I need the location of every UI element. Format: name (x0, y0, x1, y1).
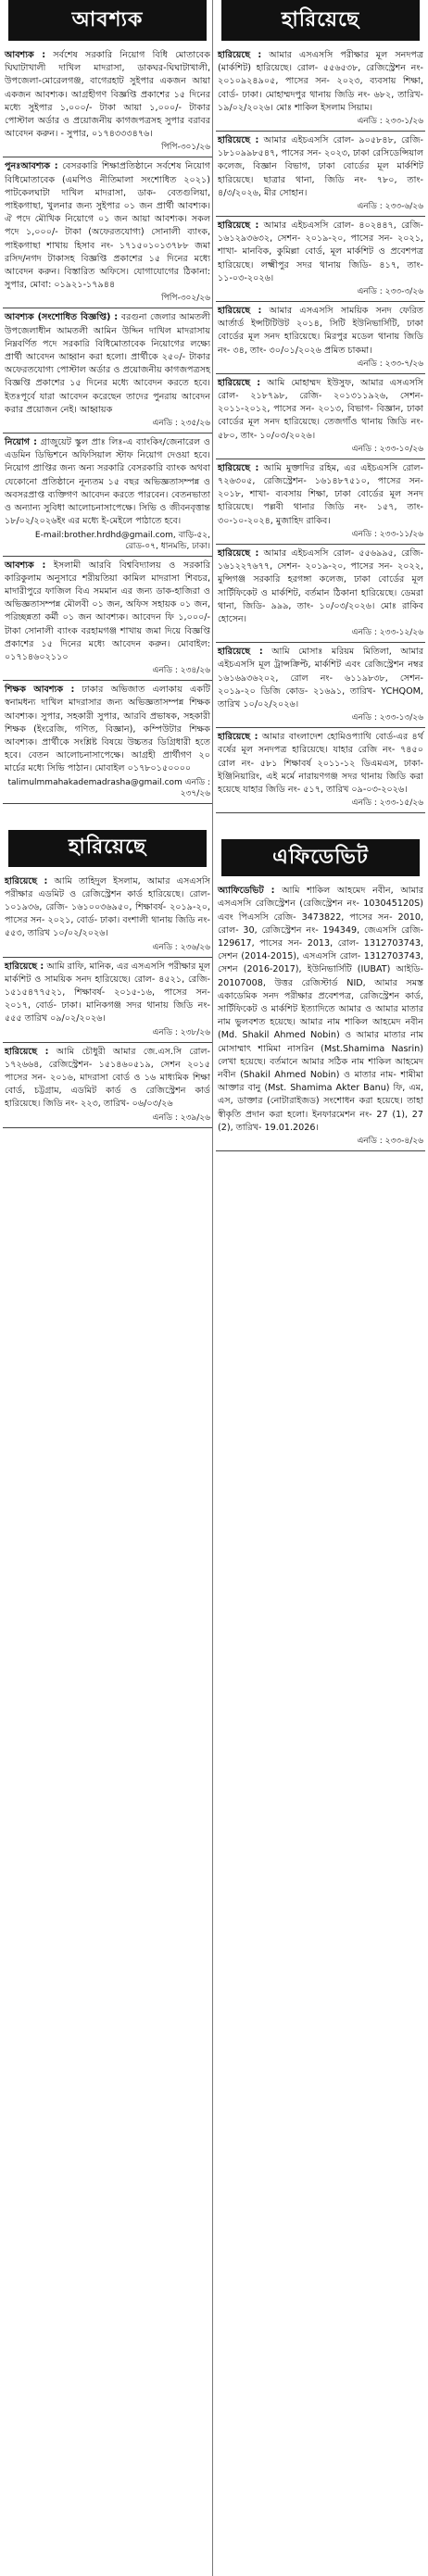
ad-body: আমার এইচএসসি রোল- ৯০৫৮৪৮, রেজি- ১৮১০৯৯৮৫৪৭, পাসের সন- ২০২৩, ঢাকা রেসিডেন্সিয়াল কলেজ, বিজ্ঞান বিভাগ, ঢাকা বোর্ডের মূল মার্কশিট হারিয়েছে। ছাত্রার থানা, জিডি নং- ৭৮০, তাং- ৪/৩/২০২৬, মীর সোহান। (218, 135, 423, 198)
ad-body: আমি তাহিদুল ইসলাম, আমার এসএসসি পরীক্ষার এডমিট ও রেজিস্ট্রেশন কার্ড হারিয়েছে। রোল- ১০১৯৩৬, রেজি- ১৬১০০৩৬৯৫০, শিক্ষাবর্ষ- ২০১৯-২০, পাসের সন- ২০২১, বোর্ড- ঢাকা। বংশালী থানায় জিডি নং- ৫৫৩, তারিখ ১০/০২/২০২৬। (5, 875, 210, 939)
lost-ad-item (216, 217, 425, 302)
ad-head: হারিয়েছে : (218, 306, 262, 317)
ad-head: আবশ্যক : (5, 559, 46, 571)
left-column (3, 0, 212, 1128)
ad-body: আমি চৌধুরী আমার জে.এস.সি রোল- ১৭২৬৬৪, রেজিস্ট্রেশন- ১৫১৪৬০৫১৯, সেশন ২০১৫ পাসের সন- ২০১৬, মাদরাসা বোর্ড ও ১৬ মাধ্যমিক শিক্ষা বোর্ড, চট্টগ্রাম, এডমিট কার্ড ও রেজিস্ট্রেশন কার্ড হারিয়েছে। জিডি নং- ২২৩, তারিখ- ০৬/০৩/২৬ (5, 1046, 210, 1110)
ad-body: আমি মুক্তাদির রহিম, এর এইচএসসি রোল- ৭২৬৩০৫, রেজিস্ট্রেশন- ১৬১৪৮৭৫১০, পাসের সন- ২০১৮, শাখা- ব্যবসায় শিক্ষা, ঢাকা বোর্ডের মূল সনদ হারিয়েছে। পল্লবী থানার জিডি নং- ১৫৭, তাং- ৩০-১০-২০২৪, মুজাহিদ রাকিব। (218, 462, 424, 526)
wanted-banner: আবশ্যক (8, 0, 207, 41)
ad-ref: এনডি : ২৩৩-৩/২৬ (357, 287, 423, 297)
ad-head: নিয়োগ : (5, 437, 37, 448)
ad-ref: এনডি : ২৩৪/২৬ (152, 666, 210, 676)
ad-body: সর্বশেষ সরকারি নিয়োগ বিধি মোতাবেক ঘিঘাটাখালী দাখিল মাদরাসা, ডাকঘর-ঘিঘাটাখালী, উপজেলা-মোরেলগঞ্জ, বাগেরহাট সুইপার একজন আয়া একজন আবশ্যক। আগ্রহীগণ বিজ্ঞপ্তি প্রকাশের ১৫ দিনের মধ্যে সুইপার ১,০০০/- টাকা আয়া ১,০০০/- টাকার পোস্টাল অর্ডার ও প্রয়োজনীয় কাগজপত্রসহ সুপার বরাবর আবেদন করুন। - সুপার, ০১৭৪৩৩৩৪৭৬। (5, 50, 210, 140)
ad-body: আমি রাফি, মানিক, এর এসএসসি পরীক্ষার মূল মার্কশিট ও সাময়িক সনদ হারিয়েছে। রোল- ৪৫২১, রেজি- ১৫১৫৪৭৭৫২১, শিক্ষাবর্ষ- ২০১৫-১৬, পাসের সন- ২০১৭, বোর্ড- ঢাকা। মানিকগঞ্জ সদর থানায় জিডি নং- ৫৫৫ তারিখ ০৯/০২/২০২৬। (5, 961, 210, 1024)
ad-ref: পিপি-৩০২/২৬ (161, 294, 210, 304)
ad-ref: এনডি : ২৩৫/২৬ (152, 419, 210, 429)
lost-ad-item (3, 873, 212, 958)
ad-head: অ্যাফিডেভিট : (218, 886, 275, 897)
ad-body: আমার এসএসসি সাময়িক সনদ ফেরিত আর্তার্ড ইন্সটিটিউট ২০১৪, সিটি ইউনিভার্সিটি, ঢাকা বোর্ডের মূল সনদ হারিয়েছে। মিরপুর মডেল থানায় জিডি নং- ৩৪, তাং- ৩০/০১/২০২৬ প্রমিত চাকমা। (218, 306, 423, 356)
affidavit-banner: এফিডেভিট (221, 839, 420, 876)
ad-head: হারিয়েছে : (218, 732, 258, 743)
lost-banner: হারিয়েছে (8, 830, 207, 867)
ad-item (3, 46, 212, 157)
lost-ad-item (3, 1043, 212, 1128)
lost-ad-item (3, 958, 212, 1043)
lost-ad-item (216, 374, 425, 459)
ad-head: আবশ্যক : (5, 50, 46, 60)
ad-ref: এনডি : ২৩৩-১৫/২৬ (351, 798, 423, 809)
ad-head: পুনঃআবশ্যক : (5, 161, 58, 172)
ad-item (3, 434, 212, 556)
ad-ref: এনডি : ২৩৯/২৬ (152, 1112, 210, 1123)
lost-ad-item (216, 46, 425, 132)
right-column (216, 0, 425, 1151)
ad-body: ঢাকার অভিজাত এলাকায় একটি স্বনামধন্য দাখিল মাদরাসার জন্য অভিজ্ঞতাসম্পন্ন শিক্ষক আবশ্যক। সুপার, সহকারী সুপার, আরবি প্রভাষক, সহকারী শিক্ষক (ইংরেজি, গণিত, বিজ্ঞান), কম্পিউটার শিক্ষক আবশ্যক। প্রার্থীকে সংশ্লিষ্ট বিষয়ে উচ্চতর ডিগ্রিধারী হতে হবে। বেতন আলোচনাসাপেক্ষে। আগ্রহী প্রার্থীগণ ২০ মার্চের মধ্যে সিভি পাঠান। মোবাইল ০১৭৮০১৫০০০০ (5, 685, 210, 774)
ad-head: হারিয়েছে : (218, 135, 259, 146)
ad-head: হারিয়েছে : (5, 1046, 49, 1057)
affidavit-item (216, 882, 425, 1151)
ad-head: হারিয়েছে : (218, 647, 263, 658)
ad-ref: এনডি : ২৩৬/২৬ (152, 942, 210, 952)
ad-ref: এনডি : ২৩৩-৭/২৬ (357, 358, 423, 369)
ad-item (3, 157, 212, 308)
ad-ref: এনডি : ২৩৩-১০/২৬ (351, 444, 423, 454)
ad-body: আমি মোসাঃ মরিয়ম মিতিলা, আমার এইচএসসি মূল ট্রান্সক্রিপ্ট, মার্কশিট এবং রেজিস্ট্রেশন নম্বর ১৬১৬৯৩৬২০২, রোল নং- ৬১১৯৮৩৮, সেশন- ২০১৯-২০ ডিজি কোড- ২১৬৯১, তারিখ- YCHQOM, তারিখ ১০/০২/২০২৬। (218, 647, 423, 710)
lost-ad-item (216, 459, 425, 545)
ad-head: আবশ্যক (সংশোধিত বিজ্ঞপ্তি) : (5, 312, 119, 323)
ad-item (3, 681, 212, 803)
ad-ref: talimulmmahakademadrasha@gmail.com এনডি : ২৩৭/২৬ (7, 777, 210, 798)
lost-ad-item (216, 545, 425, 643)
ad-ref: এনডি : ২৩৩-১/২৬ (357, 117, 423, 127)
ad-body: আমার এইচএসসি রোল- ৪০২৪৪৭, রেজি- ১৬১২৯৩৬৩২, সেশন- ২০১৯-২০, পাসের সন- ২০২১, শাখা- মানবিক, কুমিল্লা বোর্ড, মূল মার্কশিট ও প্রবেশপত্র হারিয়েছে। লক্ষ্মীপুর সদর থানায় জিডি- ৪১৭, তাং- ১১-০৩-২০২৬। (218, 220, 423, 283)
ad-ref: E-mail:brother.hrdhd@gmail.com, বাড়ি-৫২, রোড-০৭, ধানমন্ডি, ঢাকা। (34, 530, 210, 551)
ad-body: বেসরকারি শিক্ষাপ্রতিষ্ঠানে সর্বশেষ নিয়োগ বিধিমোতাবেক (এমপিও নীতিমালা সংশোধিত ২০২১) পাটকেলঘাটা দাখিল মাদরাসা, ডাক- বেতগুলিয়া, পাইকগাছা, খুলনার জন্য সুইপার ০১ জন প্রার্থী আবশ্যক। ঐ পদে মৌখিক নিয়োগে ০১ জন আয়া আবশ্যক। সকল পদে ১,০০০/- টাকা (অফেরতযোগ্য) সোনালী ব্যাংক, পাইকগাছা শাখায় হিসাব নং- ১৭১৫০১০১৩৭৮৮ জমা রসিদ/নগদ টাকাসহ বিজ্ঞপ্তি প্রকাশের ১৫ দিনের মধ্যে আবেদন করুন। বিস্তারিত অফিসে। যোগাযোগের ঠিকানা: সুপার, মোবা: ০১৯২১-১৭৯৪৪ (5, 161, 210, 291)
ad-head: হারিয়েছে : (5, 961, 44, 972)
ad-ref: এনডি : ২৩৩-১১/২৬ (351, 529, 423, 539)
lost-ad-item (216, 132, 425, 217)
ad-item (3, 557, 212, 682)
ad-ref: এনডি : ২৩৩-১৩/২৬ (351, 713, 423, 723)
ad-body: আমি মোহাম্মদ ইউসুফ, আমার এসএসসি রোল- ২১৮৭৯৮, রেজি- ২০১৩১১৯২৬, সেশন- ২০১১-২০১২, পাসের সন- ২০১৩, বিভাগ- বিজ্ঞান, ঢাকা বোর্ডের মূল সনদ হারিয়েছে। তেজগাঁও থানায় জিডি নং- ৫৮০, তাং- ১০/০৩/২০২৬। (218, 377, 423, 441)
ad-ref: পিপি-৩০১/২৬ (161, 143, 210, 153)
lost-ad-item (216, 643, 425, 728)
ad-body: আমার এসএসসি পরীক্ষার মূল সনদপত্র (মার্কশিট) হারিয়েছে। রোল- ৫৫৬৫৩৮, রেজিস্ট্রেশন নং- ২০১০৯২৪৯০৫, পাসের সন- ২০২৩, ব্যবসায় শিক্ষা, বোর্ড- ঢাকা। মোহাম্মদপুর থানায় জিডি নং- ৬৮২, তারিখ- ১৯/০২/২০২৬। মোঃ শাকিল ইসলাম সিয়াম। (218, 50, 423, 113)
ad-item (3, 308, 212, 434)
ad-head: হারিয়েছে : (218, 547, 259, 559)
ad-ref: এনডি : ২৩৩-৪/২৬ (357, 1137, 423, 1146)
ad-head: হারিয়েছে : (218, 50, 262, 60)
ad-head: হারিয়েছে : (5, 875, 48, 886)
lost-ad-item (216, 728, 425, 813)
ad-head: হারিয়েছে : (218, 220, 259, 232)
ad-ref: এনডি : ২৩৩-৬/২৬ (357, 202, 423, 212)
ad-head: শিক্ষক আবশ্যক : (5, 685, 75, 696)
ad-ref: এনডি : ২৩৩-১২/২৬ (351, 628, 423, 638)
lost-banner: হারিয়েছে (221, 0, 420, 41)
lost-ad-item (216, 302, 425, 374)
ad-ref: এনডি : ২৩৮/২৬ (152, 1027, 210, 1037)
ad-body: আমার বাংলাদেশ হোমিওপ্যাথি বোর্ড-এর ৪র্থ বর্ষের মূল সনদপত্র হারিয়েছে। যাহার রেজি নং- ৭৪৫০ রোল নং- ৫৮১ শিক্ষাবর্ষ ২০১১-১২ ডিএমএস, ঢাকা-ইঞ্জিনিয়ারিং, এই মর্মে নারায়ণগঞ্জ সদর থানায় জিডি করা হয়েছে যাহার জিডি নং- ৫১৭, তারিখ ০৯-০৩-২০২৬। (218, 732, 423, 795)
ad-head: হারিয়েছে : (218, 462, 259, 473)
ad-body: ইসলামী আরবি বিশ্ববিদ্যালয় ও সরকারি কারিকুলাম অনুসারে শরীয়তিয়া কামিল মাদরাসা শিবচর, মাদারীপুরে ফাজিল বিএ সমমান এর জন্য ডাক-হাজিরা ও অভিজ্ঞতাসম্পন্ন মৌলবী ০১ জন, অফিস সহায়ক ০১ জন, পরিচ্ছন্নতা কর্মী ০১ জন আবশ্যক। আবেদন ফি ১,০০০/- টাকা সোনালী ব্যাংক বরহামগঞ্জ শাখায় জমা দিয়ে বিজ্ঞপ্তি প্রকাশের ১৫ দিনের মধ্যে আবেদন করুন। মোবাইল: ০১৭১৪৬০২১১০ (5, 559, 210, 662)
ad-body: গ্রাজুয়েট স্কুল প্রাঃ লিঃ-এ ব্যাংকিং/জেনারেল ও এডমিন ডিভিশনে অফিসিয়াল স্টাফ নিয়োগ দেওয়া হবে। নিয়োগ প্রাপ্তির জন্য অন্য সরকারি বেসরকারি ব্যাংক অথবা যেকোনো প্রতিষ্ঠানে নূন্যতম ১৫ বছর অভিজ্ঞতাসম্পন্ন ও অবসরপ্রাপ্ত ব্যক্তিগণ আবেদন করতে পারবেন। বেতনভাতা ও অন্যান্য সুবিধা আলোচনাসাপেক্ষে। সিভি ও জীবনবৃত্তান্ত ১৮/০২/২০২৬ইং এর মধ্যে ই-মেইলে পাঠাতে হবে। (5, 437, 210, 527)
column-divider (212, 0, 213, 2576)
ad-body: আমি শাকিল আহমেদ নবীন, আমার এসএসসি রেজিস্ট্রেশন (রেজিস্ট্রেশন নং- 103045120S) এবং পিএসসি রেজি- 3473822, পাসের সন- 2010, রোল- 30, রেজিস্ট্রেশন নং- 194349, জেএসসি রেজি- 129617, পাসের সন- 2013, রোল- 1312703743, সেশন (2014-2015), এসএসসি রোল- 1312703743, সেশন (2016-2017), ইউনিভার্সিটি (IUBAT) আইডি- 20107008, উত্তর রেজিস্টার্ড NID, আমার সমস্ত একাডেমিক সনদ পরীক্ষার প্রবেশপত্র, রেজিস্ট্রেশন কার্ড, সার্টিফিকেট ও মার্কশিট ইত্যাদিতে আমার ও আমার মাতার নাম ভুলবশত হয়েছে। আমার নাম শাকিল আহমেদ নবীন (Md. Shakil Ahmed Nobin) ও আমার মাতার নাম মোসাম্মাৎ শামিমা নাসরিন (Mst.Shamima Nasrin) লেখা হয়েছে। বর্তমানে আমার সঠিক নাম শাকিল আহমেদ নবীন (Shakil Ahmed Nobin) ও মাতার নাম- শামীমা আক্তার বানু (Mst. Shamima Akter Banu) ফি, এম, এস, ডাক্তার (নোটারাইজড) সংশোধন করা হয়েছে। তাহা স্বীকৃতি প্রদান করা হলো। ইনফারমেশন নং- 27 (1), 27 (2), তারিখ- 19.01.2026। (218, 886, 423, 1133)
ad-head: হারিয়েছে : (218, 377, 261, 388)
ad-body: বরগুনা জেলার আমতলী উপজেলাধীন আমতলী আমিন উদ্দিন দাখিল মাদরাসায় নিম্নবর্ণিত পদে সরকারি বিধিমোতাবেক নিয়োগের লক্ষ্যে প্রার্থী আবেদন আহ্বান করা হলো। প্রার্থীকে ২৫০/- টাকার অফেরতযোগ্য পোস্টাল অর্ডার ও প্রয়োজনীয় কাগজপত্রসহ বিজ্ঞপ্তি প্রকাশের ১৫ দিনের মধ্যে আবেদন করতে হবে। ইতঃপূর্বে যারা আবেদন করেছেন তাদের পুনরায় আবেদন করার প্রয়োজন নেই। আহ্বায়ক (5, 312, 211, 415)
ad-body: আমার এইচএসসি রোল- ৫৫৬৯৯৫, রেজি- ১৬১২২৭৬৭৭, সেশন- ২০১৯-২০, পাসের সন- ২০২২, মুন্সিগঞ্জ সরকারি হরগঙ্গা কলেজ, ঢাকা বোর্ডের মূল সার্টিফিকেট ও মার্কশিট, বর্তমান ঠিকানা হারিয়েছে। ডেমরা থানা, জিডি- ৯৯৯, তাং- ১০/০৩/২০২৬। মোঃ রাকিব হোসেন। (218, 547, 423, 624)
